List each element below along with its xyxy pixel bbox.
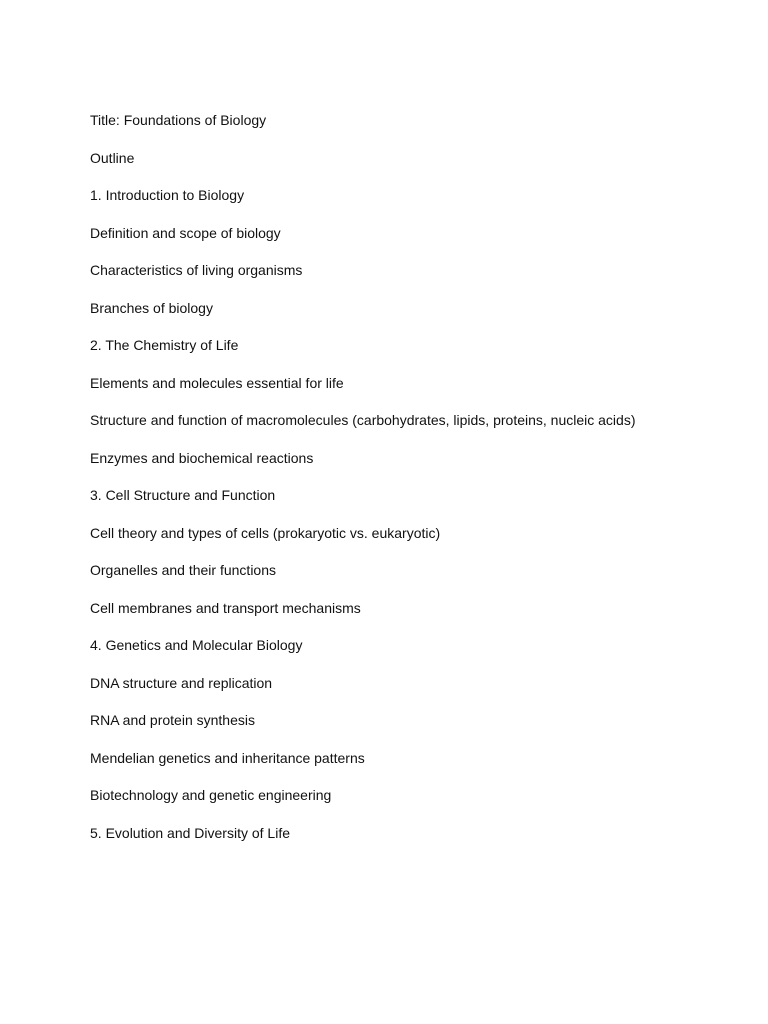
section-heading: 4. Genetics and Molecular Biology (90, 637, 303, 653)
outline-item: Definition and scope of biology (90, 224, 281, 241)
outline-item: Organelles and their functions (90, 562, 276, 578)
outline-item: RNA and protein synthesis (90, 712, 255, 728)
outline-item: Enzymes and biochemical reactions (90, 449, 314, 466)
outline-item: Cell theory and types of cells (prokaryotic vs. eukaryotic) (90, 524, 441, 541)
section-heading: 1. Introduction to Biology (90, 187, 245, 203)
outline-item: Cell membranes and transport mechanisms (90, 599, 361, 616)
outline-item: Elements and molecules essential for life (90, 374, 344, 391)
section-heading: 2. The Chemistry of Life (90, 337, 239, 353)
section-heading: 3. Cell Structure and Function (90, 487, 276, 503)
document-body (90, 111, 730, 861)
document-title: Title: Foundations of Biology (90, 112, 267, 128)
outline-item: Biotechnology and genetic engineering (90, 787, 332, 803)
outline-item: Branches of biology (90, 299, 213, 316)
outline-item: Characteristics of living organisms (90, 262, 303, 278)
outline-item: Structure and function of macromolecules (carbohydrates, lipids, proteins, nucleic acids) (90, 412, 636, 428)
outline-item: Mendelian genetics and inheritance patterns (90, 749, 365, 766)
outline-label: Outline (90, 149, 135, 166)
outline-item: DNA structure and replication (90, 674, 273, 691)
section-heading: 5. Evolution and Diversity of Life (90, 824, 290, 841)
